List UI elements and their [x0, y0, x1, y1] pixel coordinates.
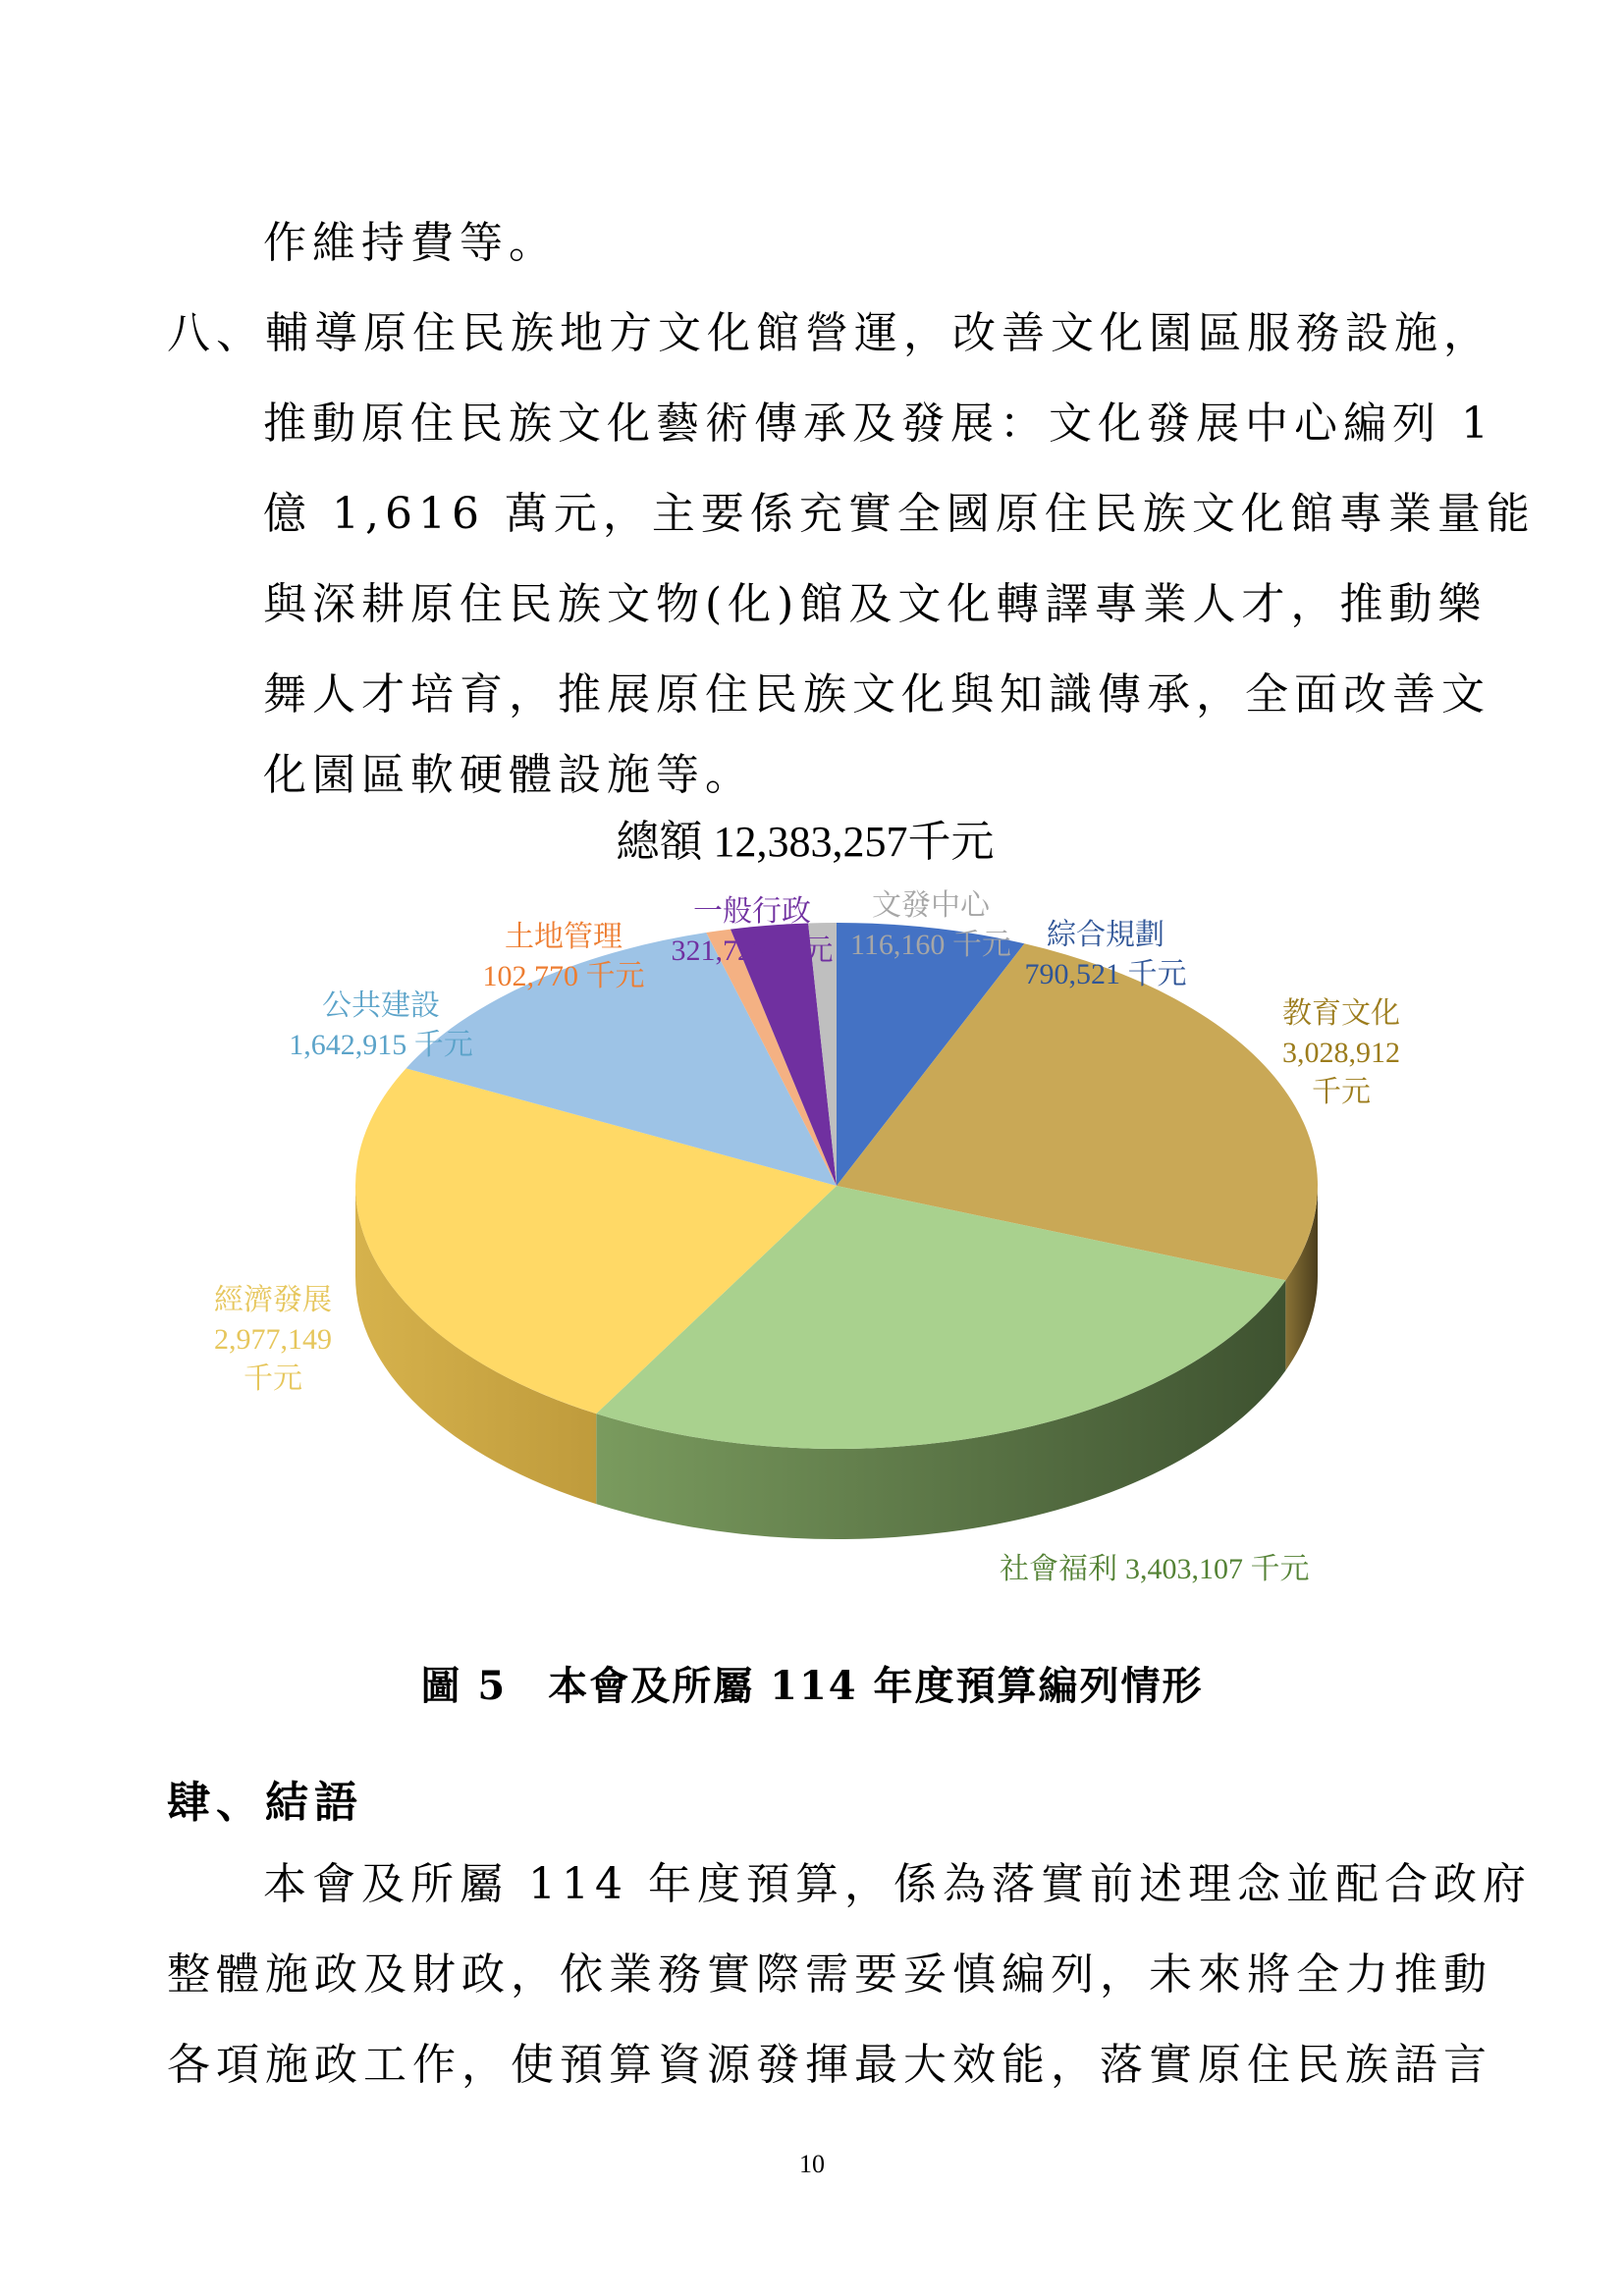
slice-label-value: 321,723 千元 — [671, 934, 834, 967]
slice-label-name: 綜合規劃 — [1047, 919, 1164, 951]
body-line: 與深耕原住民族文物(化)館及文化轉譯專業人才，推動樂 — [263, 579, 1488, 629]
label-public-construction — [289, 989, 473, 1061]
label-social-welfare — [1000, 1553, 1310, 1585]
slice-label-value: 102,770 千元 — [482, 960, 645, 992]
body-line: 推動原住民族文化藝術傳承及發展：文化發展中心編列 1 — [263, 399, 1494, 449]
slice-label-value: 790,521 千元 — [1024, 958, 1187, 990]
body-line: 化園區軟硬體設施等。 — [263, 750, 754, 800]
body-line: 整體施政及財政，依業務實際需要妥慎編列，未來將全力推動 — [167, 1949, 1492, 2000]
body-line: 本會及所屬 114 年度預算，係為落實前述理念並配合政府 — [263, 1859, 1532, 1909]
label-economic-development — [214, 1284, 332, 1395]
slice-label-unit: 千元 — [244, 1362, 302, 1395]
pie-tops — [355, 923, 1318, 1449]
slice-label-name: 公共建設 — [322, 989, 440, 1022]
body-line: 億 1,616 萬元，主要係充實全國原住民族文化館專業量能 — [263, 489, 1536, 539]
budget-pie-chart — [0, 805, 1624, 1610]
slice-label-value: 3,403,107 千元 — [1125, 1553, 1310, 1585]
slice-label-name: 土地管理 — [505, 921, 623, 953]
slice-label-value: 2,977,149 — [214, 1323, 332, 1356]
slice-label-value: 1,642,915 千元 — [289, 1029, 473, 1061]
section-heading: 肆、結語 — [167, 1778, 363, 1828]
label-education-culture — [1282, 997, 1400, 1108]
slice-label-value: 3,028,912 — [1282, 1037, 1400, 1069]
body-line: 八、輔導原住民族地方文化館營運，改善文化園區服務設施， — [167, 308, 1492, 358]
slice-label-name: 一般行政 — [693, 895, 811, 928]
body-line: 作維持費等。 — [263, 218, 558, 268]
body-line: 舞人才培育，推展原住民族文化與知識傳承，全面改善文 — [263, 669, 1490, 720]
body-line: 各項施政工作，使預算資源發揮最大效能，落實原住民族語言 — [167, 2040, 1492, 2090]
slice-label-unit: 千元 — [1312, 1076, 1371, 1108]
slice-label-name: 教育文化 — [1282, 997, 1400, 1030]
figure-caption: 圖 5 本會及所屬 114 年度預算編列情形 — [420, 1663, 1204, 1709]
page-number: 10 — [799, 2150, 825, 2178]
slice-label-name: 社會福利 — [1000, 1553, 1117, 1585]
slice-label-name: 文發中心 — [872, 889, 990, 922]
slice-label-name: 經濟發展 — [214, 1284, 332, 1316]
slice-label-value: 116,160 千元 — [850, 929, 1011, 961]
chart-title: 總額 12,383,257千元 — [616, 818, 995, 866]
